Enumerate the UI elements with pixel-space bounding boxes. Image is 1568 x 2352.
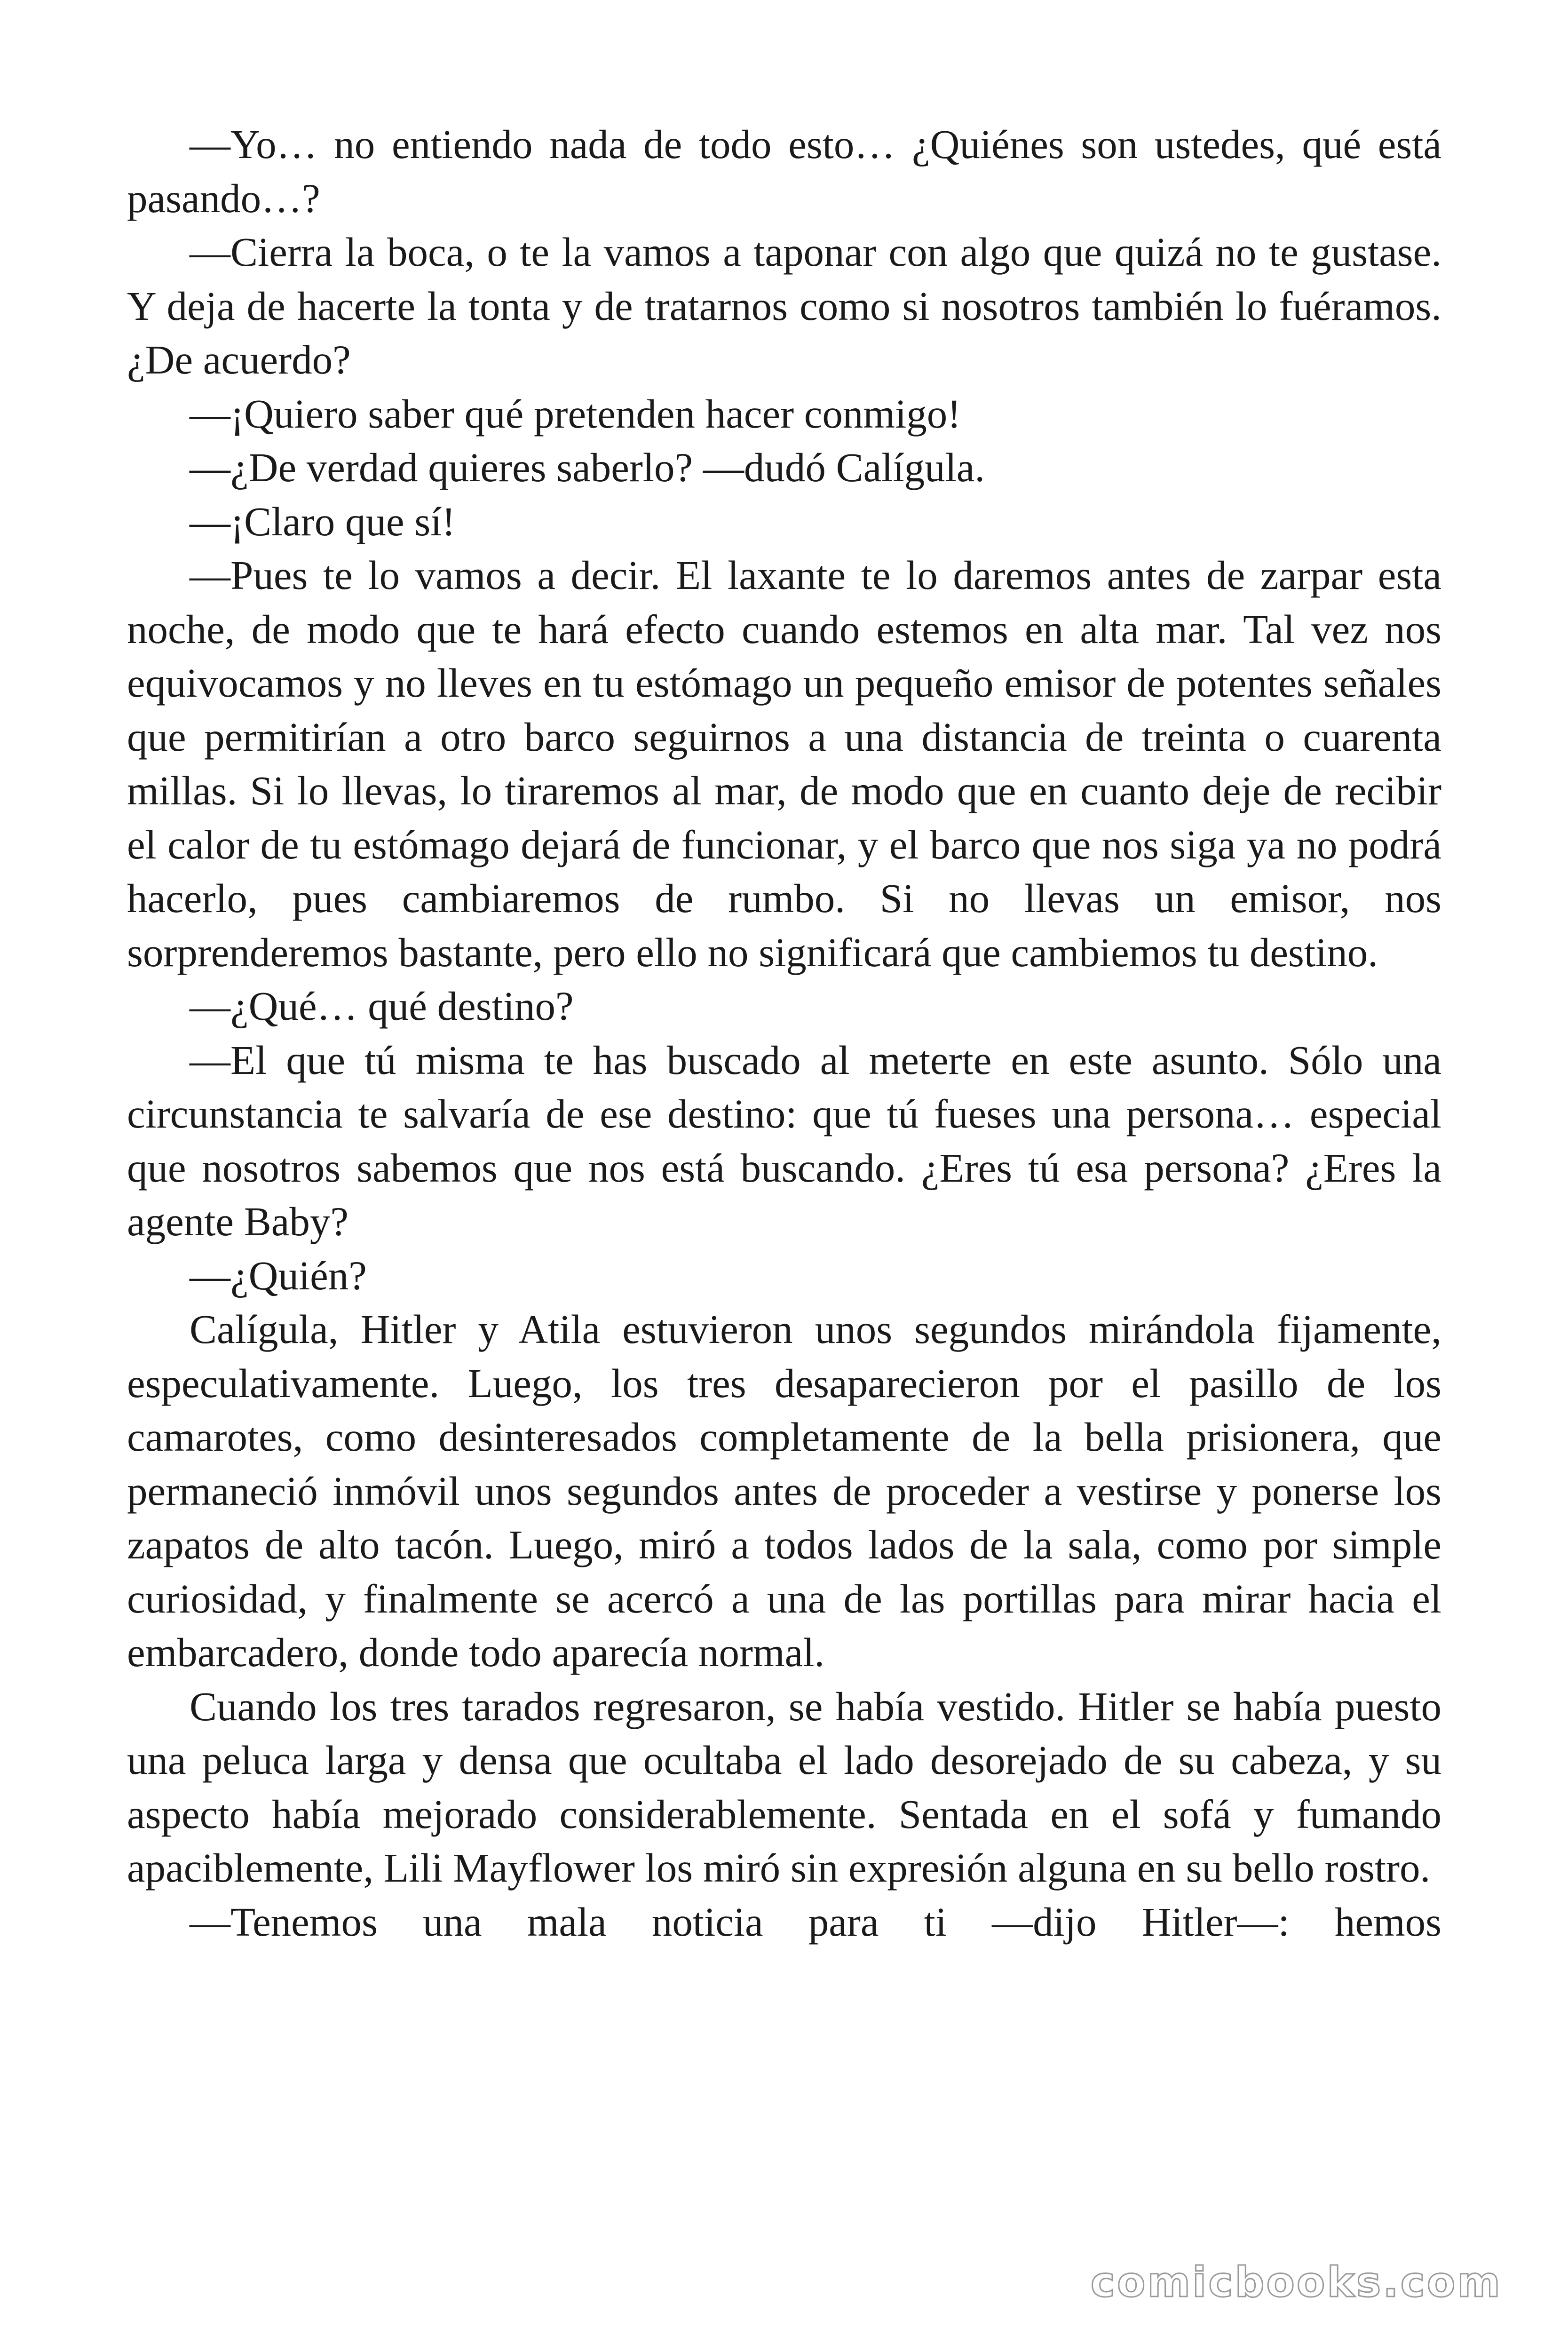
paragraph: —¡Claro que sí! <box>190 498 456 544</box>
paragraph: —El que tú misma te has buscado al meterte en este asunto. Sólo una circunstancia te salvaría de ese destino: que tú fueses una persona… especial que nosotros sabemos que nos está buscando. ¿Eres tú esa persona? ¿Eres la agente Baby? <box>127 1037 1441 1244</box>
page-text <box>127 118 1441 1949</box>
paragraph: —Cierra la boca, o te la vamos a taponar con algo que quizá no te gustase. Y deja de hacerte la tonta y de tratarnos como si nosotros también lo fuéramos. ¿De acuerdo? <box>127 229 1441 382</box>
paragraph: —¡Quiero saber qué pretenden hacer conmigo! <box>190 390 961 437</box>
paragraph: —¿Quién? <box>190 1252 367 1298</box>
paragraph: —¿Qué… qué destino? <box>190 983 574 1029</box>
paragraph: Calígula, Hitler y Atila estuvieron unos segundos mirándola fijamente, especulativamente. Luego, los tres desaparecieron por el pasillo de los camarotes, como desinteresados completamente de la bella prisionera, que permaneció inmóvil unos segundos antes de proceder a vestirse y ponerse los zapatos de alto tacón. Luego, miró a todos lados de la sala, como por simple curiosidad, y finalmente se acercó a una de las portillas para mirar hacia el embarcadero, donde todo aparecía normal. <box>127 1306 1441 1675</box>
paragraph: Cuando los tres tarados regresaron, se había vestido. Hitler se había puesto una peluca larga y densa que ocultaba el lado desorejado de su cabeza, y su aspecto había mejorado considerablemente. Sentada en el sofá y fumando apaciblemente, Lili Mayflower los miró sin expresión alguna en su bello rostro. <box>127 1683 1441 1891</box>
paragraph: —Yo… no entiendo nada de todo esto… ¿Quiénes son ustedes, qué está pasando…? <box>127 121 1441 221</box>
paragraph: —¿De verdad quieres saberlo? —dudó Calígula. <box>190 445 985 490</box>
paragraph: —Pues te lo vamos a decir. El laxante te lo daremos antes de zarpar esta noche, de modo que te hará efecto cuando estemos en alta mar. Tal vez nos equivocamos y no lleves en tu estómago un pequeño emisor de potentes señales que permitirían a otro barco seguirnos a una distancia de treinta o cuarenta millas. Si lo llevas, lo tiraremos al mar, de modo que en cuanto deje de recibir el calor de tu estómago dejará de funcionar, y el barco que nos siga ya no podrá hacerlo, pues cambiaremos de rumbo. Si no llevas un emisor, nos sorprenderemos bastante, pero ello no significará que cambiemos tu destino. <box>127 552 1441 975</box>
paragraph-last: —Tenemos una mala noticia para ti —dijo Hitler—: hemos <box>190 1899 1441 1945</box>
watermark: comicbooks.com <box>1090 2258 1502 2306</box>
